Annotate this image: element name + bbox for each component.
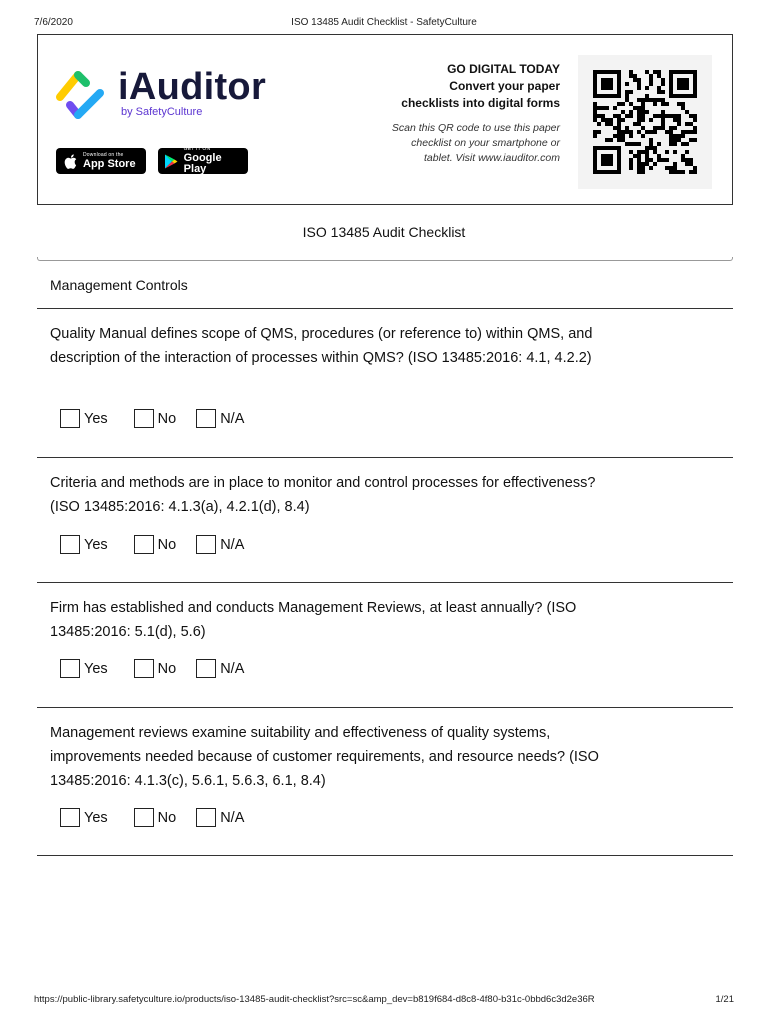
page-number: 1/21 <box>715 994 734 1005</box>
question-divider <box>37 582 733 583</box>
print-date: 7/6/2020 <box>34 17 73 28</box>
promo-heading: GO DIGITAL TODAY <box>447 62 560 76</box>
title-divider <box>37 257 733 261</box>
google-play-label: Google Play <box>183 152 222 175</box>
google-play-small-text: GET IT ON <box>183 146 211 152</box>
option-na[interactable] <box>196 409 244 428</box>
option-no[interactable] <box>134 808 177 827</box>
qr-code <box>578 55 712 189</box>
print-url: https://public-library.safetyculture.io/products/iso-13485-audit-checklist?src=sc&amp_dev=b819f684-d8c8-4f80-b31c-0bbd6c3d2e36R <box>34 994 595 1005</box>
no-label: No <box>157 410 177 427</box>
google-play-icon <box>164 153 179 169</box>
promo-line-2: checklists into digital forms <box>401 96 560 110</box>
answer-options <box>60 535 264 554</box>
na-label: N/A <box>220 536 245 553</box>
na-checkbox[interactable] <box>196 409 216 428</box>
no-checkbox[interactable] <box>134 409 154 428</box>
no-checkbox[interactable] <box>134 808 154 827</box>
question-text: Criteria and methods are in place to monitor and control processes for effectiveness? (ISO 13485:2016: 4.1.3(a), 4.2.1(d), 8.4) <box>50 475 596 515</box>
na-label: N/A <box>220 410 245 427</box>
question-divider <box>37 855 733 856</box>
no-label: No <box>157 809 177 826</box>
yes-label: Yes <box>84 809 108 826</box>
apple-icon <box>62 153 78 169</box>
app-store-label: App Store <box>83 157 136 170</box>
section-divider <box>37 308 733 309</box>
brand-subtitle: by SafetyCulture <box>121 106 203 118</box>
app-store-button[interactable] <box>56 148 146 174</box>
scan-instructions: Scan this QR code to use this paper checklist on your smartphone or tablet. Visit www.iauditor.com <box>391 122 560 164</box>
answer-options <box>60 659 264 678</box>
option-yes[interactable] <box>60 409 108 428</box>
option-na[interactable] <box>196 808 244 827</box>
yes-label: Yes <box>84 660 108 677</box>
yes-checkbox[interactable] <box>60 535 80 554</box>
option-yes[interactable] <box>60 808 108 827</box>
no-label: No <box>157 536 177 553</box>
no-checkbox[interactable] <box>134 535 154 554</box>
section-title: Management Controls <box>50 277 188 293</box>
google-play-button[interactable] <box>158 148 248 174</box>
no-checkbox[interactable] <box>134 659 154 678</box>
document-title: ISO 13485 Audit Checklist <box>302 224 466 240</box>
yes-label: Yes <box>84 536 108 553</box>
app-store-small-text: Download on the <box>83 151 124 158</box>
print-header <box>34 17 734 31</box>
qr-code-icon <box>593 70 697 174</box>
na-checkbox[interactable] <box>196 659 216 678</box>
promo-text <box>401 61 560 112</box>
answer-options <box>60 808 264 827</box>
yes-label: Yes <box>84 410 108 427</box>
option-no[interactable] <box>134 409 177 428</box>
yes-checkbox[interactable] <box>60 808 80 827</box>
na-label: N/A <box>220 660 245 677</box>
promo-banner <box>37 34 733 205</box>
option-no[interactable] <box>134 659 177 678</box>
option-no[interactable] <box>134 535 177 554</box>
yes-checkbox[interactable] <box>60 659 80 678</box>
question-divider <box>37 707 733 708</box>
question-divider <box>37 457 733 458</box>
brand-name: iAuditor <box>118 66 267 108</box>
print-title: ISO 13485 Audit Checklist - SafetyCulture <box>291 17 477 28</box>
na-checkbox[interactable] <box>196 808 216 827</box>
question-text: Quality Manual defines scope of QMS, procedures (or reference to) within QMS, and description of the interaction of processes within QMS? (ISO 13485:2016: 4.1, 4.2.2) <box>50 326 593 366</box>
no-label: No <box>157 660 177 677</box>
option-na[interactable] <box>196 659 244 678</box>
option-yes[interactable] <box>60 659 108 678</box>
promo-line-1: Convert your paper <box>449 79 560 93</box>
question-text: Management reviews examine suitability and effectiveness of quality systems, improvements needed because of customer requirements, and resource needs? (ISO 13485:2016: 4.1.3(c), 5.6.1, 5.6.3, 6.1, 8.4) <box>50 725 599 789</box>
na-label: N/A <box>220 809 245 826</box>
option-na[interactable] <box>196 535 244 554</box>
question-text: Firm has established and conducts Management Reviews, at least annually? (ISO 13485:2016: 5.1(d), 5.6) <box>50 600 577 640</box>
option-yes[interactable] <box>60 535 108 554</box>
iauditor-logo-icon <box>56 69 112 121</box>
yes-checkbox[interactable] <box>60 409 80 428</box>
na-checkbox[interactable] <box>196 535 216 554</box>
answer-options <box>60 409 264 428</box>
